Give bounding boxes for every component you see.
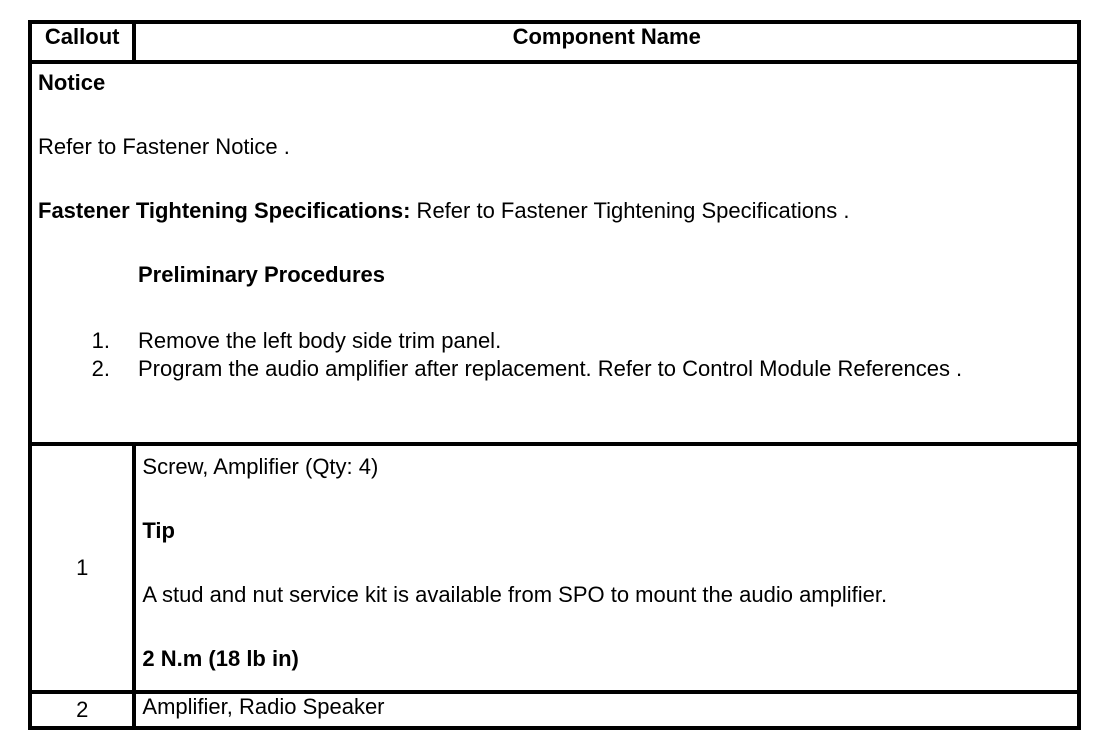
torque-spec: 2 N.m (18 lb in): [142, 646, 299, 671]
step-text: Program the audio amplifier after replacement. Refer to Control Module References .: [138, 356, 963, 381]
notice-title: Notice: [38, 70, 106, 95]
spec-label: Fastener Tightening Specifications:: [38, 198, 411, 223]
notice-row: [30, 62, 1079, 444]
spec-text: Refer to Fastener Tightening Specifications .: [410, 198, 850, 223]
tip-title: Tip: [142, 518, 175, 543]
callout-number: 1: [30, 444, 134, 692]
component-name: Screw, Amplifier (Qty: 4): [142, 454, 379, 479]
procedure-step: [38, 358, 1077, 380]
step-number: 2.: [91, 356, 110, 381]
procedure-steps: [38, 330, 1077, 380]
table-header-row: [30, 22, 1079, 62]
tip-text: A stud and nut service kit is available from SPO to mount the audio amplifier.: [142, 582, 888, 607]
step-text: Remove the left body side trim panel.: [138, 328, 502, 353]
component-table: [28, 20, 1081, 730]
component-description: [134, 444, 1079, 692]
preliminary-procedures-title: Preliminary Procedures: [138, 262, 386, 287]
callout-number: 2: [30, 692, 134, 728]
header-component-name: Component Name: [134, 22, 1079, 62]
procedure-step: [38, 330, 1077, 352]
header-callout: Callout: [30, 22, 134, 62]
component-name: Amplifier, Radio Speaker: [134, 692, 1079, 728]
step-number: 1.: [91, 328, 110, 353]
table-row: [30, 444, 1079, 692]
fastener-spec-line: [38, 200, 1077, 222]
table-row: [30, 692, 1079, 728]
notice-cell: [30, 62, 1079, 444]
notice-text: Refer to Fastener Notice .: [38, 134, 290, 159]
